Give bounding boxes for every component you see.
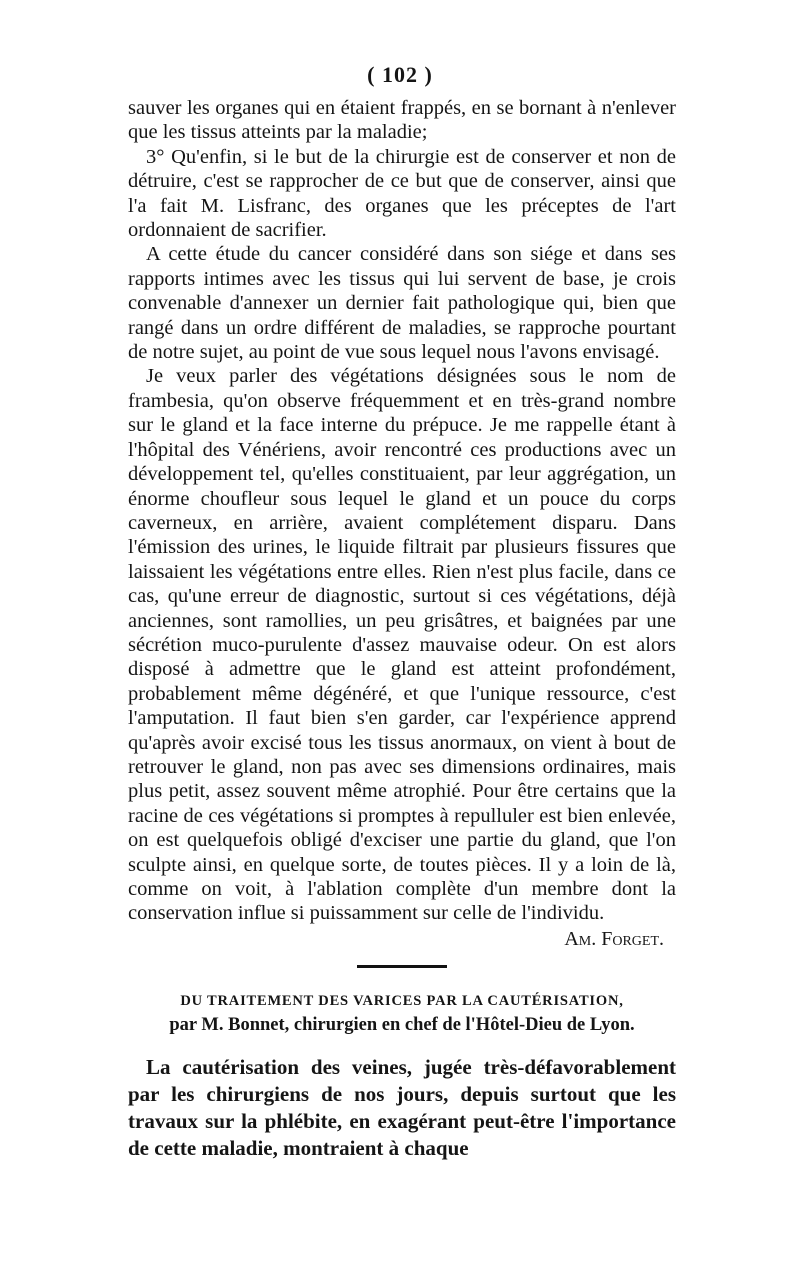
article-body <box>128 1054 676 1162</box>
section-divider <box>357 965 447 968</box>
paragraph-frambesia: Je veux parler des végétations désignées sous le nom de frambesia, qu'on observe fréquemment et en très-grand nombre sur le gland et la face interne du prépuce. Je me rappelle étant à l'hôpital des Vénériens, avoir rencontré ces productions avec un développement tel, qu'elles constituaient, par leur aggrégation, un énorme choufleur sous lequel le gland et un pouce du corps caverneux, en arrière, avaient complétement disparu. Dans l'émission des urines, le liquide filtrait par plusieurs fissures que laissaient les végétations entre elles. Rien n'est plus facile, dans ce cas, qu'une erreur de diagnostic, surtout si ces végétations, déjà anciennes, sont ramollies, un peu grisâtres, et baignées par une sécrétion muco-purulente d'assez mauvaise odeur. On est alors disposé à admettre que le gland est atteint profondément, probablement même dégénéré, et que l'unique ressource, c'est l'amputation. Il faut bien s'en garder, car l'expérience apprend qu'après avoir excisé tous les tissus anormaux, on vient à bout de retrouver le gland, non pas avec ses dimensions ordinaires, mais plus petit, assez souvent même atrophié. Pour être certains que la racine de ces végétations si promptes à repulluler est bien enlevée, on est quelquefois obligé d'exciser une partie du gland, que l'on sculpte ainsi, en quelque sorte, de toutes pièces. Il y a loin de là, comme on voit, à l'ablation complète d'un membre dont la conservation influe si puissamment sur celle de l'individu. <box>128 365 676 925</box>
paragraph-conclusion-3: 3° Qu'enfin, si le but de la chirurgie est de conserver et non de détruire, c'est se rapprocher de ce but que de conserver, ainsi que l'a fait M. Lisfranc, des organes que les préceptes de l'art ordonnaient de sacrifier. <box>128 145 676 242</box>
paragraph-annex: A cette étude du cancer considéré dans son siége et dans ses rapports intimes avec les tissus qui lui servent de base, je crois convenable d'annexer un dernier fait pathologique qui, bien que rangé dans un ordre différent de maladies, se rapproche pourtant de notre sujet, au point de vue sous lequel nous l'avons envisagé. <box>128 243 676 364</box>
author-signature: Am. Forget. <box>564 927 664 950</box>
article-title: DU TRAITEMENT DES VARICES PAR LA CAUTÉRISATION, <box>180 993 624 1010</box>
article-byline: par M. Bonnet, chirurgien en chef de l'Hôtel-Dieu de Lyon. <box>169 1015 635 1036</box>
paragraph-continuation: sauver les organes qui en étaient frappés, en se bornant à n'enlever que les tissus atteints par la maladie; <box>128 97 676 144</box>
article-heading <box>128 990 676 1038</box>
article-first-paragraph: La cautérisation des veines, jugée très-défavorablement par les chirurgiens de nos jours, depuis surtout que les travaux sur la phlébite, en exagérant peut-être l'importance de cette maladie, montraient à chaque <box>128 1055 676 1161</box>
main-text <box>128 96 676 1162</box>
page-number: ( 102 ) <box>367 62 433 87</box>
